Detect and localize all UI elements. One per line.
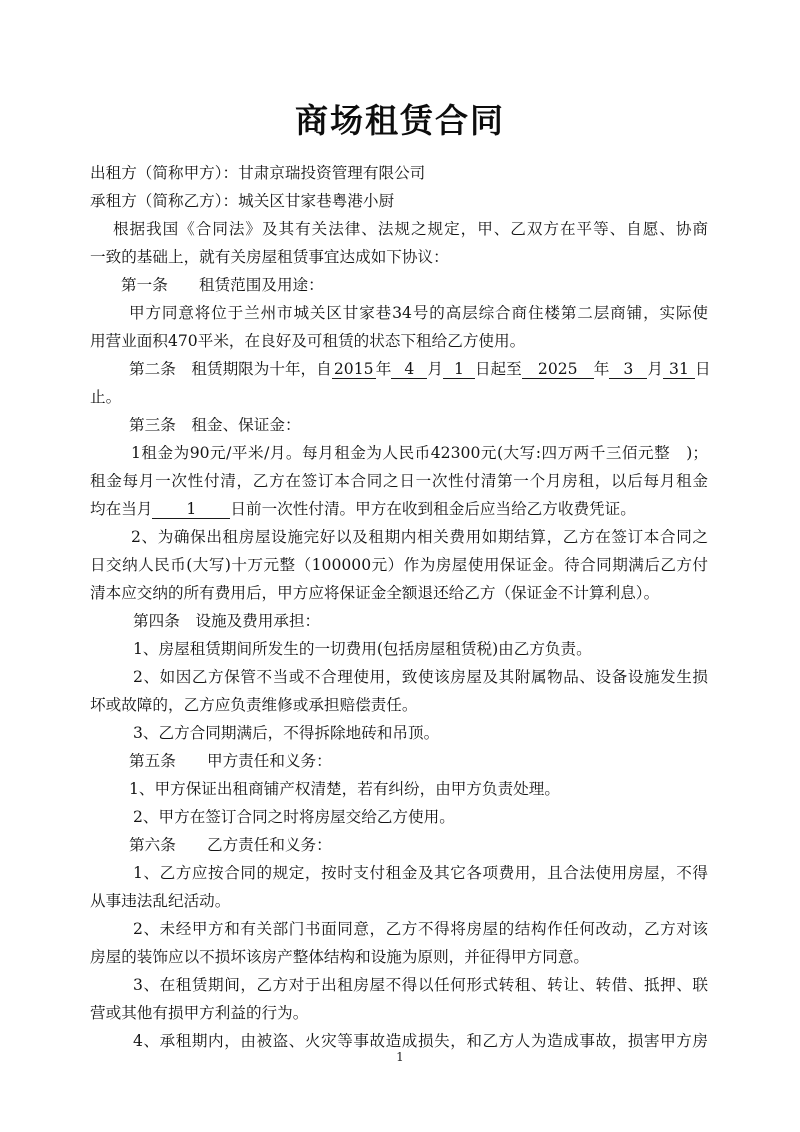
article-6-item-3-line-2: 营或其他有损甲方利益的行为。 [90,1004,309,1022]
article-2-line-2: 止。 [90,388,122,406]
document-title: 商场租赁合同 [295,101,505,140]
article-2-from-label: 日起至 [474,360,522,378]
article-2-end-month-label: 月 [647,360,663,378]
article-3-p1-line-2: 租金每月一次性付清，乙方在签订本合同之日一次性付清第一个月房租，以后每月租金 [90,472,708,490]
article-4-item-3: 3、乙方合同期满后，不得拆除地砖和吊顶。 [133,724,440,742]
start-day-blank: 1 [443,360,475,379]
article-6-item-4-line-1: 4、承租期内，由被盗、火灾等事故造成损失，和乙方人为造成事故，损害甲方房 [133,1032,708,1050]
party-a-line: 出租方（简称甲方）：甘肃京瑞投资管理有限公司 [90,164,426,182]
article-3-p2-line-2: 日交纳人民币(大写)十万元整（100000元）作为房屋使用保证金。待合同期满后乙方付 [90,556,708,574]
article-6-heading: 第六条 乙方责任和义务： [129,836,332,854]
end-year-blank: 2025 [522,360,594,379]
article-4-item-1: 1、房屋租赁期间所发生的一切费用(包括房屋租赁税)由乙方负责。 [133,640,592,658]
article-2-prefix: 第二条 租赁期限为十年，自 [129,360,332,378]
article-1-line-1: 甲方同意将位于兰州市城关区甘家巷34号的高层综合商住楼第二层商铺，实际使 [129,304,708,322]
article-6-item-1-line-2: 从事违法乱纪活动。 [90,892,231,910]
article-1-line-2: 用营业面积470平米，在良好及可租赁的状态下租给乙方使用。 [90,332,526,350]
page-number: 1 [396,1050,404,1064]
article-6-item-3-line-1: 3、在租赁期间，乙方对于出租房屋不得以任何形式转租、转让、转借、抵押、联 [133,976,708,994]
article-2-end-year-label: 年 [593,360,610,378]
article-2-end-day-label: 日 [694,360,711,378]
start-year-blank: 2015 [332,360,376,379]
article-4-item-2-line-1: 2、如因乙方保管不当或不合理使用，致使该房屋及其附属物品、设备设施发生损 [133,668,708,686]
article-3-heading: 第三条 租金、保证金： [129,416,301,434]
party-b-line: 承租方（简称乙方）：城关区甘家巷粤港小厨 [90,192,395,210]
article-3-p1-line-3-prefix: 均在当月 [90,500,153,518]
article-3-p1-line-3 [90,499,636,519]
article-4-item-2-line-2: 坏或故障的，乙方应负责维修或承担赔偿责任。 [90,696,418,714]
end-day-blank: 31 [663,360,695,379]
article-6-item-1-line-1: 1、乙方应按合同的规定，按时支付租金及其它各项费用，且合法使用房屋，不得 [133,864,708,882]
intro-line-2: 一致的基础上，就有关房屋租赁事宜达成如下协议： [90,248,449,266]
article-4-heading: 第四条 设施及费用承担： [133,612,321,630]
start-month-blank: 4 [391,360,427,379]
article-2-month-label: 月 [427,360,443,378]
article-5-heading: 第五条 甲方责任和义务： [129,752,332,770]
article-3-p2-line-3: 清本应交纳的所有费用后，甲方应将保证金全额退还给乙方（保证金不计算利息）。 [90,584,660,602]
article-5-item-1: 1、甲方保证出租商铺产权清楚，若有纠纷，由甲方负责处理。 [129,780,560,798]
article-3-p1-line-1: 1租金为90元/平米/月。每月租金为人民币42300元(大写:四万两千三佰元整 )； [131,444,708,462]
payment-day-blank: 1 [152,500,230,519]
article-3-p2-line-1: 2、为确保出租房屋设施完好以及租期内相关费用如期结算，乙方在签订本合同之 [131,528,708,546]
article-3-p1-line-3-suffix: 日前一次性付清。甲方在收到租金后应当给乙方收费凭证。 [230,500,636,518]
article-5-item-2: 2、甲方在签订合同之时将房屋交给乙方使用。 [133,808,455,826]
article-1-heading: 第一条 租赁范围及用途： [121,276,324,294]
end-month-blank: 3 [609,360,647,379]
article-2-year-label: 年 [375,360,392,378]
article-6-item-2-line-1: 2、未经甲方和有关部门书面同意，乙方不得将房屋的结构作任何改动，乙方对该 [133,920,708,938]
article-2-line-1 [129,359,711,379]
article-6-item-2-line-2: 房屋的装饰应以不损坏该房产整体结构和设施为原则，并征得甲方同意。 [90,948,590,966]
intro-line-1: 根据我国《合同法》及其有关法律、法规之规定，甲、乙双方在平等、自愿、协商 [113,220,708,238]
